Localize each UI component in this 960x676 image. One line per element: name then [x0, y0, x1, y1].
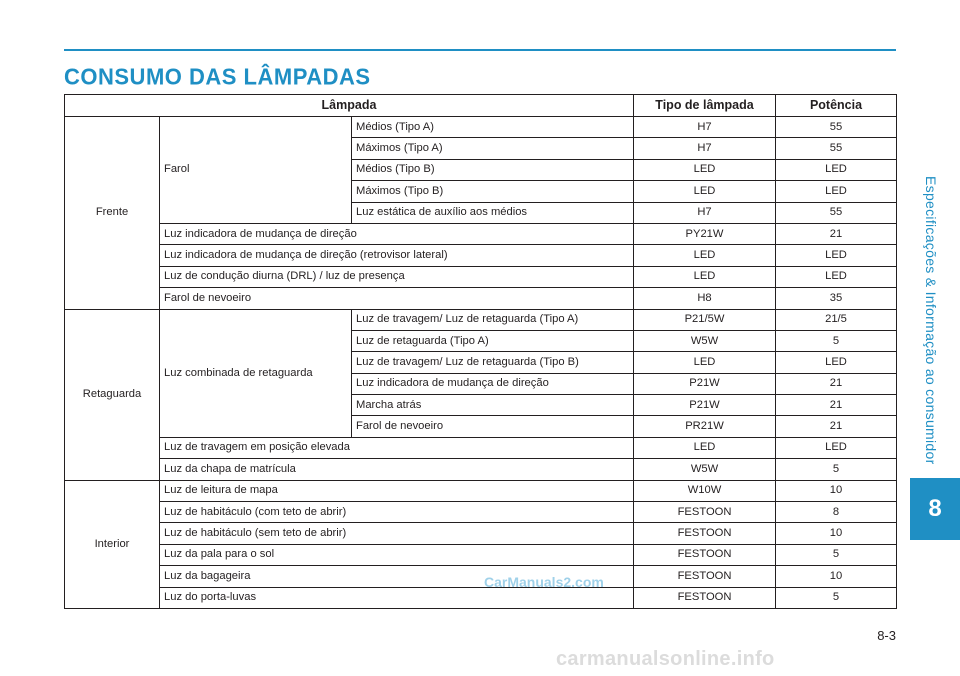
subgroup-luz-combinada: Luz combinada de retaguarda: [160, 309, 352, 437]
bulb-name: Luz de habitáculo (com teto de abrir): [160, 502, 634, 523]
bulb-power: 21: [776, 373, 897, 394]
bulb-power: 10: [776, 566, 897, 587]
table-row: [65, 117, 897, 138]
bulb-type: LED: [634, 437, 776, 458]
bulb-power: 5: [776, 330, 897, 351]
bulb-name: Luz da chapa de matrícula: [160, 459, 634, 480]
bulb-type: P21W: [634, 395, 776, 416]
group-interior: Interior: [65, 480, 160, 608]
table-row: [65, 544, 897, 565]
bulb-type: W5W: [634, 330, 776, 351]
bulb-power: LED: [776, 245, 897, 266]
bulb-power: LED: [776, 266, 897, 287]
subgroup-farol: Farol: [160, 117, 352, 224]
bulb-name: Máximos (Tipo B): [352, 181, 634, 202]
footer-watermark: carmanualsonline.info: [556, 648, 775, 670]
bulb-power: LED: [776, 437, 897, 458]
bulb-name: Máximos (Tipo A): [352, 138, 634, 159]
bulb-name: Marcha atrás: [352, 395, 634, 416]
bulb-name: Luz estática de auxílio aos médios: [352, 202, 634, 223]
bulb-type: PR21W: [634, 416, 776, 437]
header-lampada: Lâmpada: [65, 95, 634, 117]
table-row: [65, 523, 897, 544]
bulb-type: FESTOON: [634, 566, 776, 587]
bulb-type: FESTOON: [634, 587, 776, 608]
table-row: [65, 245, 897, 266]
bulb-power: 10: [776, 523, 897, 544]
bulb-type: LED: [634, 266, 776, 287]
bulb-name: Luz indicadora de mudança de direção: [352, 373, 634, 394]
page-number: 8-3: [877, 628, 896, 643]
bulb-power: 55: [776, 138, 897, 159]
bulb-type: P21/5W: [634, 309, 776, 330]
bulb-name: Luz da bagageira: [160, 566, 634, 587]
bulb-power: 5: [776, 587, 897, 608]
bulb-name: Luz de leitura de mapa: [160, 480, 634, 501]
bulb-consumption-table: [64, 94, 897, 609]
table-row: [65, 437, 897, 458]
bulb-power: 5: [776, 459, 897, 480]
bulb-type: H8: [634, 288, 776, 309]
chapter-tab[interactable]: 8: [910, 478, 960, 540]
bulb-type: LED: [634, 181, 776, 202]
bulb-name: Luz de retaguarda (Tipo A): [352, 330, 634, 351]
bulb-name: Médios (Tipo B): [352, 159, 634, 180]
chapter-side-label: [916, 160, 946, 480]
bulb-type: W5W: [634, 459, 776, 480]
bulb-power: 55: [776, 117, 897, 138]
bulb-power: 21/5: [776, 309, 897, 330]
bulb-name: Luz da pala para o sol: [160, 544, 634, 565]
bulb-type: FESTOON: [634, 523, 776, 544]
bulb-name: Luz de travagem/ Luz de retaguarda (Tipo A): [352, 309, 634, 330]
bulb-type: W10W: [634, 480, 776, 501]
bulb-power: 35: [776, 288, 897, 309]
bulb-name: Luz do porta-luvas: [160, 587, 634, 608]
table-row: [65, 266, 897, 287]
bulb-type: H7: [634, 202, 776, 223]
bulb-name: Luz de travagem em posição elevada: [160, 437, 634, 458]
bulb-type: FESTOON: [634, 544, 776, 565]
bulb-type: LED: [634, 159, 776, 180]
bulb-type: H7: [634, 117, 776, 138]
group-frente: Frente: [65, 117, 160, 310]
table-header-row: [65, 95, 897, 117]
bulb-name: Médios (Tipo A): [352, 117, 634, 138]
bulb-power: 21: [776, 416, 897, 437]
bulb-name: Luz indicadora de mudança de direção: [160, 223, 634, 244]
bulb-power: LED: [776, 159, 897, 180]
bulb-power: 10: [776, 480, 897, 501]
bulb-power: LED: [776, 181, 897, 202]
header-tipo: Tipo de lâmpada: [634, 95, 776, 117]
table-row: [65, 223, 897, 244]
bulb-power: 8: [776, 502, 897, 523]
bulb-type: LED: [634, 245, 776, 266]
table-row: [65, 288, 897, 309]
bulb-type: PY21W: [634, 223, 776, 244]
bulb-type: H7: [634, 138, 776, 159]
top-rule: [64, 49, 896, 51]
bulb-name: Luz de travagem/ Luz de retaguarda (Tipo B): [352, 352, 634, 373]
bulb-name: Luz de condução diurna (DRL) / luz de presença: [160, 266, 634, 287]
bulb-type: LED: [634, 352, 776, 373]
header-potencia: Potência: [776, 95, 897, 117]
table-row: [65, 480, 897, 501]
group-retaguarda: Retaguarda: [65, 309, 160, 480]
page-title: CONSUMO DAS LÂMPADAS: [64, 63, 371, 90]
bulb-power: 5: [776, 544, 897, 565]
bulb-power: 55: [776, 202, 897, 223]
table-row: [65, 566, 897, 587]
bulb-name: Luz de habitáculo (sem teto de abrir): [160, 523, 634, 544]
bulb-power: 21: [776, 223, 897, 244]
bulb-power: 21: [776, 395, 897, 416]
watermark-text: CarManuals2.com: [484, 574, 604, 590]
bulb-type: P21W: [634, 373, 776, 394]
table-row: [65, 587, 897, 608]
bulb-power: LED: [776, 352, 897, 373]
table-row: [65, 459, 897, 480]
bulb-name: Farol de nevoeiro: [352, 416, 634, 437]
bulb-name: Farol de nevoeiro: [160, 288, 634, 309]
table-row: [65, 502, 897, 523]
bulb-name: Luz indicadora de mudança de direção (retrovisor lateral): [160, 245, 634, 266]
bulb-type: FESTOON: [634, 502, 776, 523]
table-row: [65, 309, 897, 330]
chapter-side-label-text: Especificações & Informação ao consumidor: [923, 175, 939, 465]
